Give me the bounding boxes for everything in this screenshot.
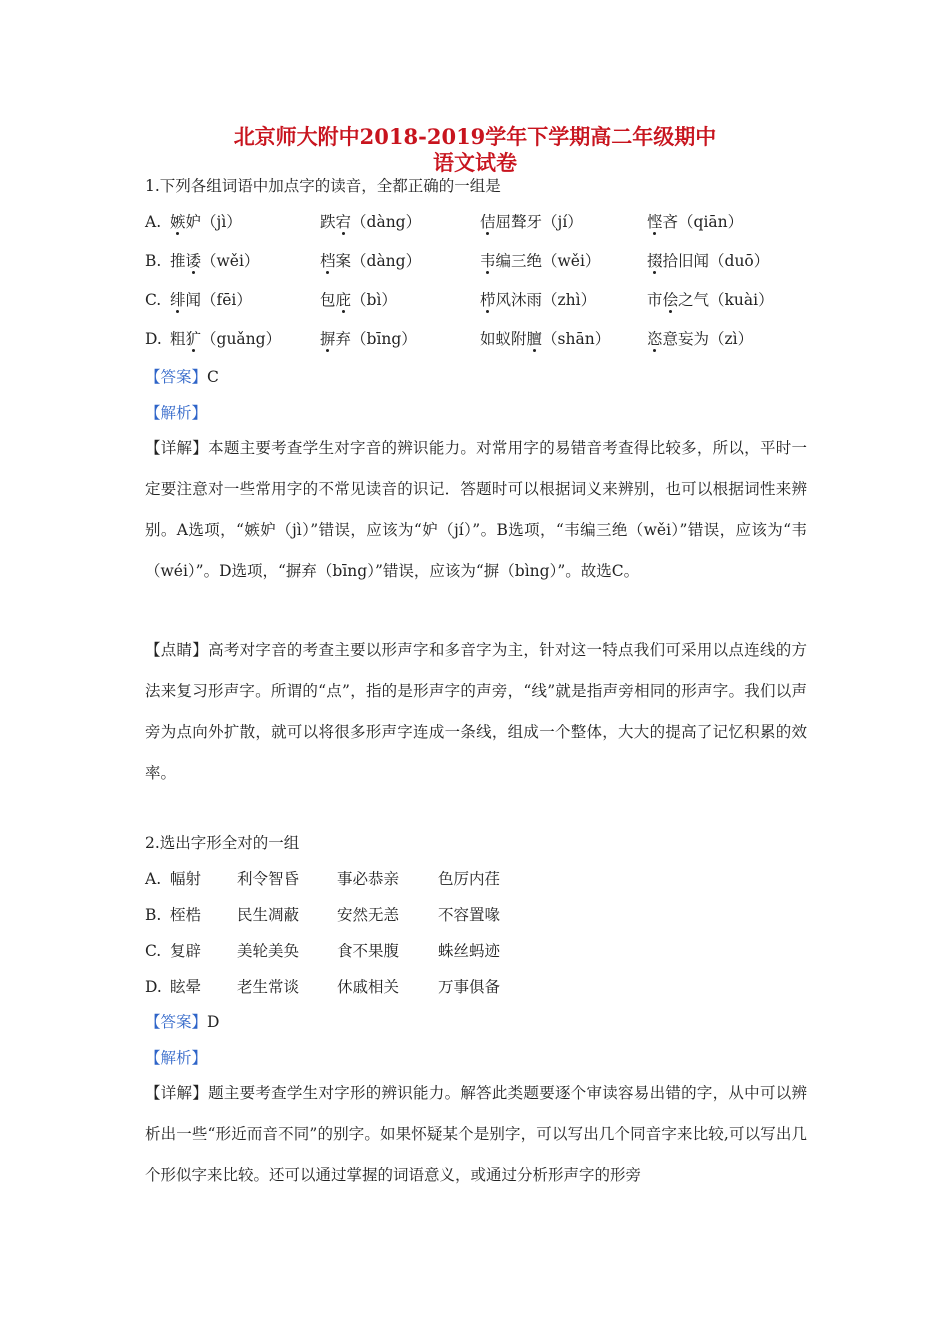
q1-option-word — [170, 289, 252, 311]
dotted-character: 侩 — [662, 291, 679, 309]
q2-option-word: 复辟 — [170, 942, 202, 960]
word-prefix: 粗 — [170, 330, 186, 348]
q1-option-label: A. — [145, 213, 162, 231]
q2-option-word: 老生常谈 — [237, 978, 300, 996]
word-suffix: （guǎng） — [201, 330, 282, 348]
answer-tag: 【答案】 — [145, 1013, 208, 1031]
q1-stem: 1.下列各组词语中加点字的读音，全都正确的一组是 — [145, 177, 501, 195]
dotted-character: 栉 — [480, 291, 496, 309]
dotted-character: 韦 — [480, 252, 496, 270]
q1-point — [145, 630, 807, 794]
dotted-character: 宕 — [335, 213, 352, 231]
word-suffix: 吝（qiān） — [662, 213, 744, 231]
q2-option-word: 安然无恙 — [337, 906, 400, 924]
word-suffix: 意妄为（zì） — [662, 330, 754, 348]
q1-option-word — [320, 289, 397, 311]
q1-option-word — [480, 328, 610, 350]
word-suffix: 之气（kuài） — [678, 291, 774, 309]
q1-detail — [145, 428, 807, 592]
dotted-character: 摒 — [320, 330, 336, 348]
word-prefix: 如蚁附 — [480, 330, 527, 348]
q2-option-label: C. — [145, 942, 162, 960]
q2-option-word: 桎梏 — [170, 906, 202, 924]
q2-option-word: 事必恭亲 — [337, 870, 400, 888]
q1-option-word — [170, 250, 259, 272]
word-prefix: 跌 — [320, 213, 336, 231]
q1-option-word — [320, 250, 421, 272]
point-text: 高考对字音的考查主要以形声字和多音字为主，针对这一特点我们可采用以点连线的方法来复习形声字。所谓的“点”，指的是形声字的声旁，“线”就是指声旁相同的形声字。我们以声旁为点向外扩散，就可以将很多形声字连成一条线，组成一个整体，大大的提高了记忆积累的效率。 — [145, 641, 807, 782]
q2-option-word: 眩晕 — [170, 978, 202, 996]
word-suffix: 风沐雨（zhì） — [495, 291, 597, 309]
q1-option-word — [647, 328, 753, 350]
q1-option-word — [480, 211, 583, 233]
document-title: 北京师大附中2018-2019学年下学期高二年级期中 — [233, 124, 717, 149]
dotted-character: 膻 — [526, 330, 543, 348]
q2-option-word: 不容置喙 — [438, 906, 501, 924]
detail-tag: 【详解】 — [145, 439, 209, 457]
answer-value: D — [207, 1013, 220, 1031]
dotted-character: 嫉 — [170, 213, 186, 231]
dotted-character: 庇 — [335, 291, 352, 309]
q2-option-word: 幅射 — [170, 870, 202, 888]
word-suffix: （wěi） — [201, 252, 260, 270]
q2-stem: 2.选出字形全对的一组 — [145, 834, 300, 852]
q1-option-word — [480, 250, 600, 272]
dotted-character: 掇 — [647, 252, 663, 270]
word-suffix: 拾旧闻（duō） — [662, 252, 770, 270]
q2-option-word: 休戚相关 — [337, 978, 400, 996]
document-subtitle: 语文试卷 — [433, 150, 517, 175]
dotted-character: 档 — [320, 252, 336, 270]
q1-analysis-tag: 【解析】 — [145, 404, 208, 422]
q1-option-word — [480, 289, 596, 311]
q2-detail — [145, 1073, 807, 1196]
answer-tag: 【答案】 — [145, 368, 208, 386]
q2-option-word: 民生凋蔽 — [237, 906, 300, 924]
q2-analysis-tag: 【解析】 — [145, 1049, 208, 1067]
q2-option-word: 食不果腹 — [337, 942, 400, 960]
q2-answer — [145, 1011, 219, 1033]
q2-option-label: B. — [145, 906, 162, 924]
word-suffix: 弃（bīng） — [335, 330, 417, 348]
detail-text: 本题主要考查学生对字音的辨识能力。对常用字的易错音考查得比较多，所以，平时一定要注意对一些常用字的不常见读音的识记．答题时可以根据词义来辨别，也可以根据词性来辨别。A选项，“嫉妒（jì）”错误，应该为“妒（jí）”。B选项，“韦编三绝（wěi）”错误，应该为“韦（wéi）”。D选项，“摒弃（bīng）”错误，应该为“摒（bìng）”。故选C。 — [145, 439, 807, 580]
q1-option-word — [647, 250, 769, 272]
q2-option-label: A. — [145, 870, 162, 888]
q2-option-word: 万事俱备 — [438, 978, 501, 996]
q1-option-word — [647, 211, 743, 233]
q2-option-word: 蛛丝蚂迹 — [438, 942, 501, 960]
detail-text: 题主要考查学生对字形的辨识能力。解答此类题要逐个审读容易出错的字，从中可以辨析出一些“形近而音不同”的别字。如果怀疑某个是别字，可以写出几个同音字来比较,可以写出几个形似字来比较。还可以通过掌握的词语意义，或通过分析形声字的形旁 — [145, 1084, 807, 1184]
word-suffix: （shān） — [542, 330, 611, 348]
q1-option-label: B. — [145, 252, 162, 270]
word-prefix: 推 — [170, 252, 186, 270]
dotted-character: 悭 — [647, 213, 663, 231]
q2-option-word: 美轮美奂 — [237, 942, 300, 960]
point-tag: 【点睛】 — [145, 641, 209, 659]
dotted-character: 佶 — [480, 213, 496, 231]
word-suffix: 闻（fēi） — [185, 291, 252, 309]
q1-option-word — [320, 211, 421, 233]
q1-option-label: D. — [145, 330, 162, 348]
word-prefix: 包 — [320, 291, 336, 309]
word-suffix: 妒（jì） — [185, 213, 242, 231]
q2-option-label: D. — [145, 978, 162, 996]
word-suffix: （dàng） — [351, 213, 422, 231]
q2-option-word: 色厉内荏 — [438, 870, 501, 888]
word-prefix: 市 — [647, 291, 663, 309]
q2-option-word: 利令智昏 — [237, 870, 300, 888]
word-suffix: 编三绝（wěi） — [495, 252, 601, 270]
dotted-character: 绯 — [170, 291, 186, 309]
q1-answer — [145, 366, 219, 388]
detail-tag: 【详解】 — [145, 1084, 209, 1102]
word-suffix: 屈聱牙（jí） — [495, 213, 583, 231]
answer-value: C — [207, 368, 219, 386]
word-suffix: （bì） — [351, 291, 397, 309]
q1-option-word — [647, 289, 774, 311]
dotted-character: 诿 — [185, 252, 202, 270]
q1-option-word — [320, 328, 417, 350]
q1-option-word — [170, 211, 242, 233]
q1-option-label: C. — [145, 291, 162, 309]
dotted-character: 犷 — [185, 330, 202, 348]
dotted-character: 恣 — [647, 330, 663, 348]
word-suffix: 案（dàng） — [335, 252, 422, 270]
q1-option-word — [170, 328, 281, 350]
